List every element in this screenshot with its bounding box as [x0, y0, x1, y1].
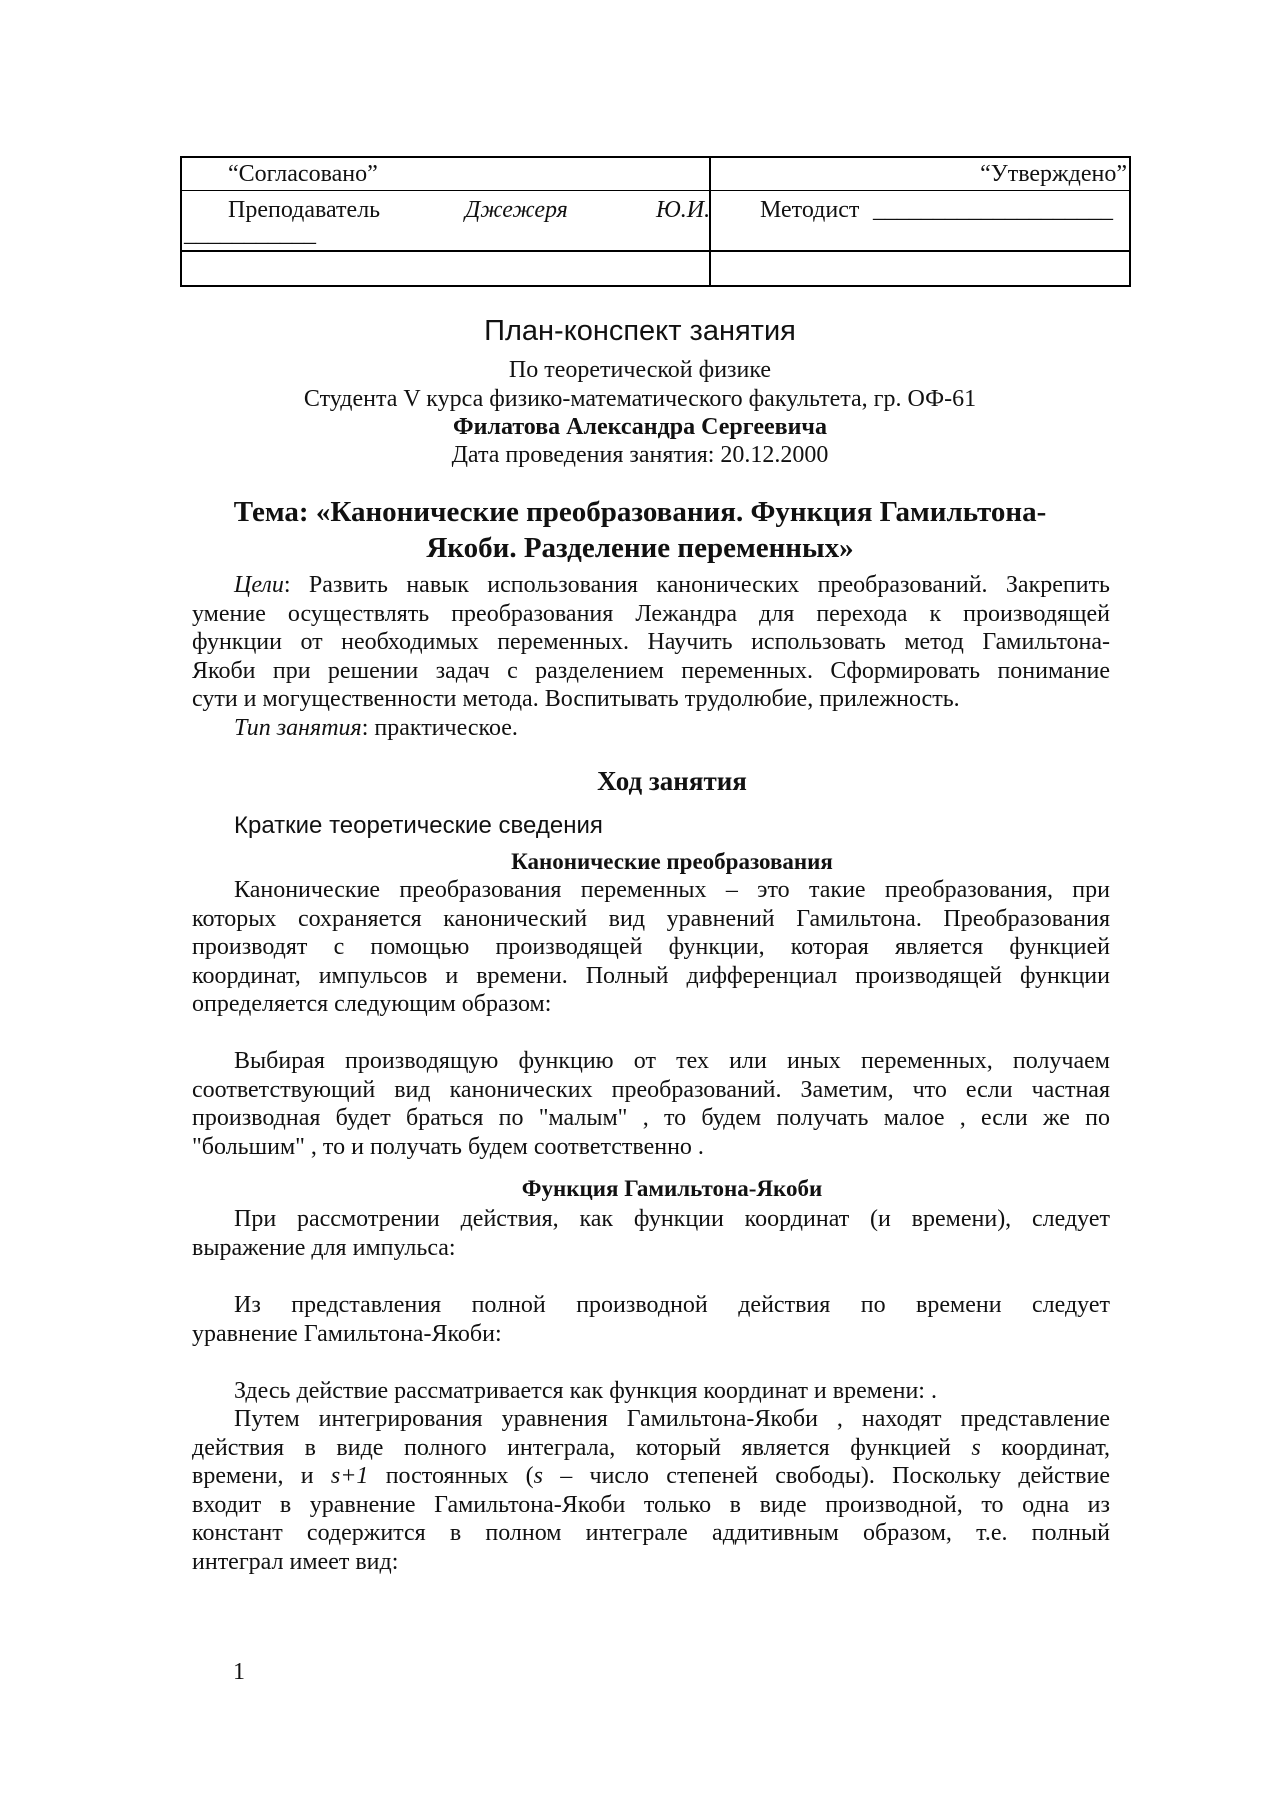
teacher-label: Преподаватель [228, 197, 381, 223]
text-line: координат, [1001, 1434, 1111, 1461]
goals-line: Якоби при решении задач с разделением переменных. Сформировать понимание [192, 657, 1110, 684]
course-heading: Ход занятия [597, 766, 747, 796]
text-line: Здесь действие рассматривается как функция координат и времени: . [234, 1378, 937, 1404]
goals-text: : Развить навык использования канонических преобразований. Закрепить [283, 572, 1110, 598]
lesson-type-label: Тип занятия [234, 714, 362, 741]
plan-title: План-конспект занятия [484, 315, 796, 347]
text-line: координат, импульсов и времени. Полный дифференциал производящей функции [192, 962, 1110, 989]
var-s-plus-1: s+1 [330, 1463, 369, 1489]
methodist-signature-line: ____________________ [873, 197, 1113, 223]
text-line: уравнение Гамильтона-Якоби: [192, 1320, 502, 1347]
goals-line: умение осуществлять преобразования Лежандра для перехода к производящей [192, 600, 1110, 627]
lesson-type-value: : практическое. [361, 714, 518, 741]
text-line: – число степеней свободы). Поскольку действие [560, 1463, 1111, 1489]
date-line: Дата проведения занятия: 20.12.2000 [451, 442, 829, 468]
text-line: постоянных ( [385, 1463, 534, 1489]
topic-line-1: Тема: «Канонические преобразования. Функция Гамильтона- [233, 496, 1047, 528]
methodist-label: Методист [760, 197, 860, 223]
hj-paragraph-4 [192, 1405, 1110, 1576]
text-line: констант содержится в полном интеграле аддитивным образом, т.е. полный [192, 1520, 1110, 1546]
approved-label: “Утверждено” [980, 161, 1127, 187]
agreed-label: “Согласовано” [228, 161, 378, 187]
hj-paragraph-3 [192, 1377, 1110, 1406]
hj-heading: Функция Гамильтона-Якоби [521, 1176, 823, 1201]
text-line: выражение для импульса: [192, 1234, 456, 1261]
var-s: s [971, 1434, 981, 1461]
text-line: При рассмотрении действия, как функции координат (и времени), следует [234, 1206, 1110, 1232]
canonical-heading: Канонические преобразования [511, 849, 833, 874]
student-name: Филатова Александра Сергеевича [453, 414, 827, 440]
text-line: определяется следующим образом: [192, 991, 552, 1017]
page-number: 1 [233, 1659, 245, 1685]
text-line: входит в уравнение Гамильтона-Якоби только в виде производной, то одна из [192, 1491, 1110, 1518]
topic-line-2: Якоби. Разделение переменных» [426, 532, 854, 564]
hj-paragraph-1 [192, 1205, 1110, 1262]
var-s: s [533, 1463, 543, 1489]
text-line: Из представления полной производной действия по времени следует [234, 1292, 1110, 1318]
text-line: Канонические преобразования переменных – это такие преобразования, при [234, 877, 1110, 903]
table-divider-row1 [182, 190, 1129, 191]
text-line: соответствующий вид канонических преобразований. Заметим, что если частная [192, 1076, 1110, 1103]
text-line: времени, и [192, 1463, 314, 1489]
text-line: действия в виде полного интеграла, который является функцией [192, 1434, 951, 1461]
text-line: производят с помощью производящей функции, которая является функцией [192, 934, 1110, 960]
text-line: Выбирая производящую функцию от тех или иных переменных, получаем [234, 1048, 1110, 1074]
student-line: Студента V курса физико-математического факультета, гр. ОФ-61 [303, 386, 977, 412]
text-line: Путем интегрирования уравнения Гамильтона-Якоби , находят представление [234, 1406, 1110, 1432]
goals-line: сути и могущественности метода. Воспитывать трудолюбие, прилежность. [192, 686, 960, 712]
goals-label: Цели [234, 572, 284, 598]
goals-line: функции от необходимых переменных. Научить использовать метод Гамильтона- [192, 629, 1110, 655]
text-line: интеграл имеет вид: [192, 1548, 399, 1575]
text-line: "большим" , то и получать будем соответственно . [192, 1133, 704, 1160]
text-line: которых сохраняется канонический вид уравнений Гамильтона. Преобразования [192, 905, 1110, 932]
teacher-name: Джежеря [465, 197, 568, 223]
teacher-initials: Ю.И. [656, 197, 711, 223]
goals-paragraph [192, 571, 1110, 742]
canonical-paragraph-1 [192, 876, 1110, 1019]
brief-theory-heading: Краткие теоретические сведения [234, 812, 603, 839]
teacher-signature-line: ___________ [184, 221, 316, 247]
approval-table [180, 156, 1131, 287]
hj-paragraph-2 [192, 1291, 1110, 1348]
table-divider-row2 [182, 250, 1129, 252]
text-line: производная будет браться по "малым" , то будем получать малое , если же по [192, 1105, 1110, 1131]
subject-line: По теоретической физике [508, 357, 772, 383]
canonical-paragraph-2 [192, 1047, 1110, 1161]
